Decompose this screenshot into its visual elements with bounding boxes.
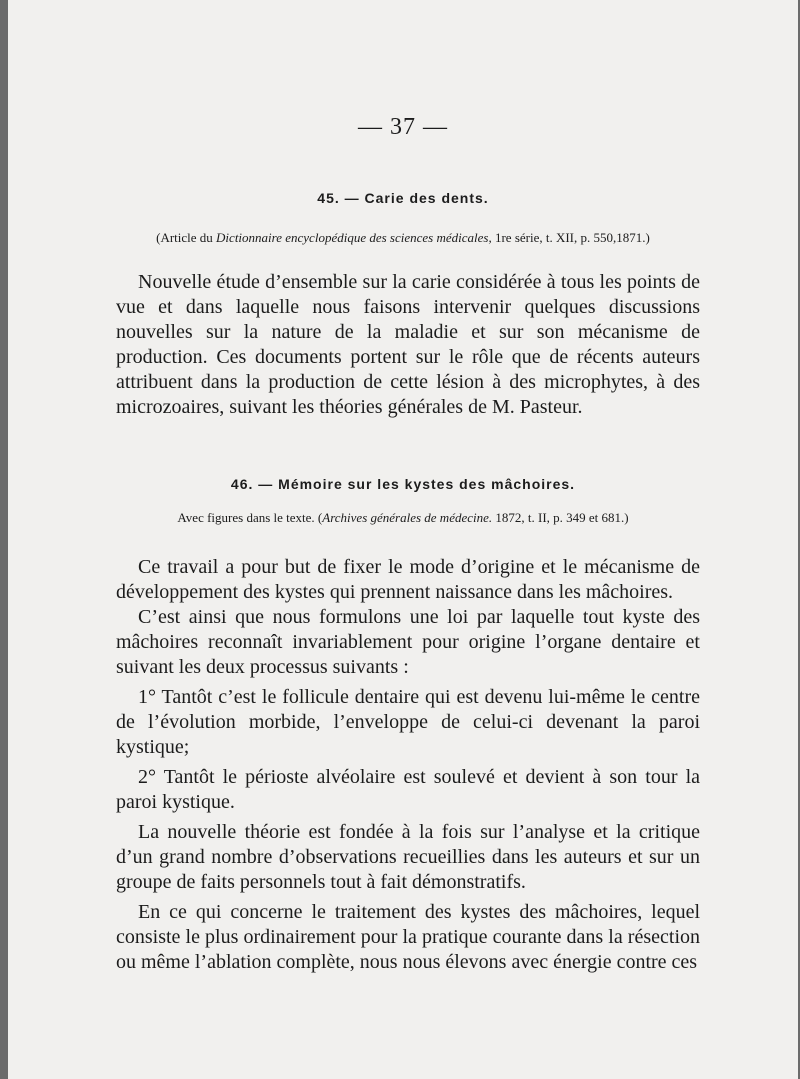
paragraph: C’est ainsi que nous formulons une loi par laquelle tout kyste des mâchoires reconnaît invariablement pour origine l’organe dentaire et suivant les deux processus suivants : xyxy=(116,606,700,678)
section-45-citation xyxy=(8,230,798,246)
citation-text: (Article du xyxy=(156,230,217,245)
paragraph: 2° Tantôt le périoste alvéolaire est soulevé et devient à son tour la paroi kystique. xyxy=(116,766,700,813)
page-number: — 37 — xyxy=(358,114,448,140)
paragraph: En ce qui concerne le traitement des kystes des mâchoires, lequel consiste le plus ordinairement pour la pratique courante dans la résection ou même l’ablation complète, nous nous élevons avec énergie contre ces xyxy=(116,901,700,973)
section-45-title: 45. — Carie des dents. xyxy=(317,190,489,206)
citation-details: 1872, t. II, p. 349 et 681.) xyxy=(492,510,629,525)
section-46-body xyxy=(116,555,700,975)
section-46-title: 46. — Mémoire sur les kystes des mâchoires. xyxy=(230,476,576,492)
paragraph: La nouvelle théorie est fondée à la fois sur l’analyse et la critique d’un grand nombre d’observations recueillies dans les auteurs et sur un groupe de faits personnels tout à fait démonstratifs. xyxy=(116,821,700,893)
citation-text: Avec figures dans le texte. ( xyxy=(177,510,323,525)
section-46-citation xyxy=(8,510,798,526)
citation-source: Dictionnaire encyclopédique des sciences médicales, xyxy=(216,230,492,245)
citation-details: 1re série, t. XII, p. 550,1871.) xyxy=(491,230,650,245)
paragraph: Ce travail a pour but de fixer le mode d’origine et le mécanisme de développement des kystes qui prennent naissance dans les mâchoires. xyxy=(116,556,700,603)
paragraph: Nouvelle étude d’ensemble sur la carie considérée à tous les points de vue et dans laquelle nous faisons intervenir quelques discussions nouvelles sur la nature de la maladie et sur son mécanisme de production. Ces documents portent sur le rôle que de récents auteurs attribuent dans la production de cette lésion à des microphytes, à des microzoaires, suivant les théories générales de M. Pasteur. xyxy=(116,271,700,418)
document-page xyxy=(8,0,798,1079)
section-45-body xyxy=(116,270,700,420)
paragraph: 1° Tantôt c’est le follicule dentaire qui est devenu lui-même le centre de l’évolution morbide, l’enveloppe de celui-ci devenant la paroi kystique; xyxy=(116,686,700,758)
citation-source: Archives générales de médecine. xyxy=(322,510,493,525)
